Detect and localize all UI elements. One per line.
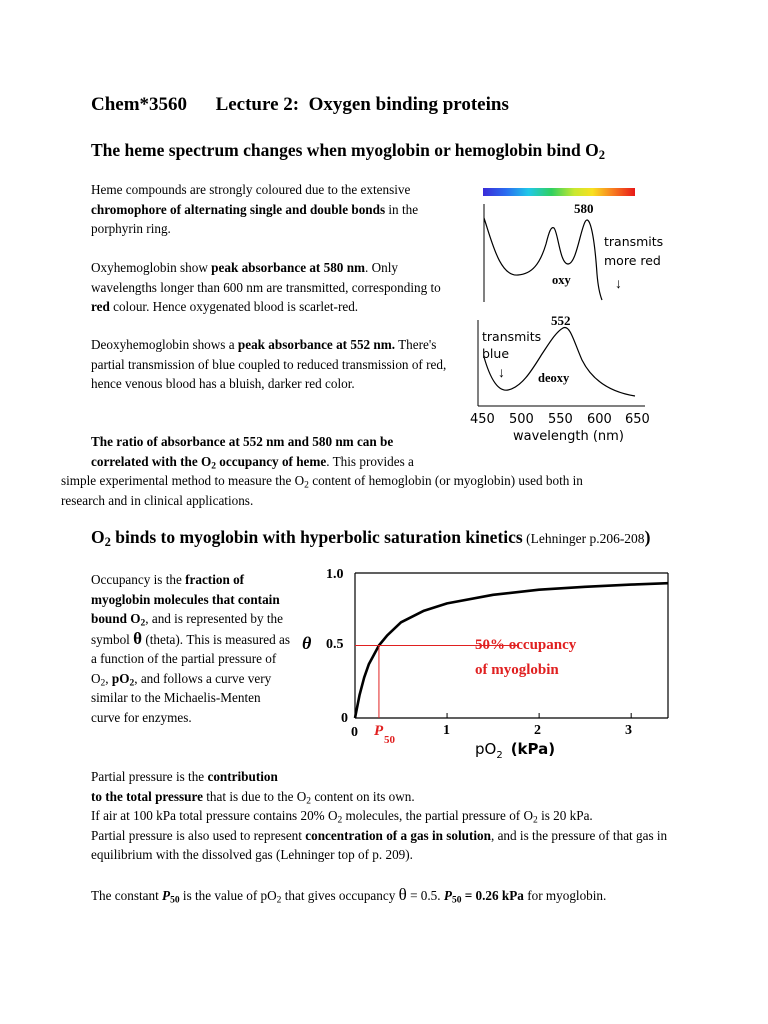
paragraph-deoxyhemoglobin: Deoxyhemoglobin shows a peak absorbance at 552 nm. There's partial transmission of blue coupled to reduced transmission of red, hence venous blood has a bluish, darker red color. bbox=[91, 337, 447, 391]
paragraph-occupancy: Occupancy is the fraction of myoglobin molecules that contain bound $O_2$, and is represented by the symbol θ (theta). This is measured as a function of the partial pressure of $O_2$, $pO_2$, and follows a curve very similar to the Michaelis-Menten curve for enzymes. bbox=[91, 572, 290, 725]
spectrum-x-axis-label: wavelength (nm) bbox=[513, 429, 624, 444]
x-tick-600: 600 bbox=[587, 412, 612, 427]
x-tick-3: 3 bbox=[625, 723, 632, 738]
annotation-of-myoglobin: of myoglobin bbox=[475, 662, 559, 678]
p50-label: P bbox=[374, 723, 384, 739]
oxy-annotation-line2: more red bbox=[604, 253, 661, 268]
x-tick-550: 550 bbox=[548, 412, 573, 427]
x-tick-1: 1 bbox=[443, 723, 450, 738]
oxy-spectrum-curve bbox=[484, 218, 602, 300]
x-tick-650: 650 bbox=[625, 412, 650, 427]
page-title bbox=[91, 94, 509, 116]
annotation-50-occupancy: 50% occupancy bbox=[475, 637, 577, 653]
y-tick-0.5: 0.5 bbox=[326, 637, 344, 652]
saturation-chart bbox=[298, 560, 670, 765]
y-axis-label-theta: θ bbox=[302, 633, 312, 653]
x-tick-500: 500 bbox=[509, 412, 534, 427]
visible-spectrum-bar bbox=[483, 188, 635, 196]
x-tick-0: 0 bbox=[351, 725, 358, 740]
lecture-title: Lecture 2: Oxygen binding proteins bbox=[215, 94, 509, 115]
deoxy-annotation-line1: transmits bbox=[482, 329, 542, 344]
deoxy-arrow-icon: ↓ bbox=[498, 366, 505, 381]
deoxy-label: deoxy bbox=[538, 371, 570, 385]
x-axis-label: $pO_2$ (kPa) bbox=[475, 740, 556, 761]
section-heading-spectrum: The heme spectrum changes when myoglobin or hemoglobin bind $O_2$ bbox=[91, 140, 606, 163]
y-tick-0: 0 bbox=[341, 711, 348, 726]
oxy-label: oxy bbox=[552, 273, 571, 287]
course-code: Chem*3560 bbox=[91, 94, 188, 115]
heme-spectrum-figure bbox=[470, 182, 670, 447]
oxy-peak-label: 580 bbox=[574, 201, 594, 216]
p50-label-sub: 50 bbox=[384, 734, 395, 746]
section-heading-saturation: $O_2$ binds to myoglobin with hyperbolic saturation kinetics (Lehninger p.206-208) bbox=[91, 527, 651, 550]
paragraph-oxyhemoglobin: Oxyhemoglobin show peak absorbance at 580 nm. Only wavelengths longer than 600 nm are transmitted, corresponding to red colour. Hence oxygenated blood is scarlet-red. bbox=[91, 260, 441, 314]
x-tick-2: 2 bbox=[534, 723, 541, 738]
oxy-arrow-icon: ↓ bbox=[615, 277, 622, 292]
x-tick-450: 450 bbox=[470, 412, 495, 427]
paragraph-p50-definition: The constant $P_{50}$ is the value of $pO_2$ that gives occupancy θ = 0.5. $P_{50} = 0.26$ kPa for myoglobin. bbox=[91, 885, 607, 906]
deoxy-peak-label: 552 bbox=[551, 313, 571, 328]
y-tick-1.0: 1.0 bbox=[326, 567, 344, 582]
paragraph-heme-colour: Heme compounds are strongly coloured due to the extensive chromophore of alternating single and double bonds in the porphyrin ring. bbox=[91, 182, 419, 236]
theta-symbol: θ bbox=[133, 628, 143, 648]
deoxy-annotation-line2: blue bbox=[482, 346, 510, 361]
paragraph-partial-pressure: Partial pressure is the contribution to the total pressure that is due to the $O_2$ content on its own. If air at 100 kPa total pressure contains 20% $O_2$ molecules, the partial pressure of $O_2$ is 20 kPa. Partial pressure is also used to represent concentration of a gas in solution, and is the pressure of that gas in equilibrium with the dissolved gas (Lehninger top of p. 209). bbox=[91, 769, 668, 862]
paragraph-absorbance-ratio: The ratio of absorbance at 552 nm and 580 nm can be correlated with the $O_2$ occupancy of heme. This provides a simple experimental method to measure the $O_2$ content of hemoglobin (or myoglobin) used both in research and in clinical applications. bbox=[61, 434, 583, 508]
oxy-annotation-line1: transmits bbox=[604, 234, 664, 249]
